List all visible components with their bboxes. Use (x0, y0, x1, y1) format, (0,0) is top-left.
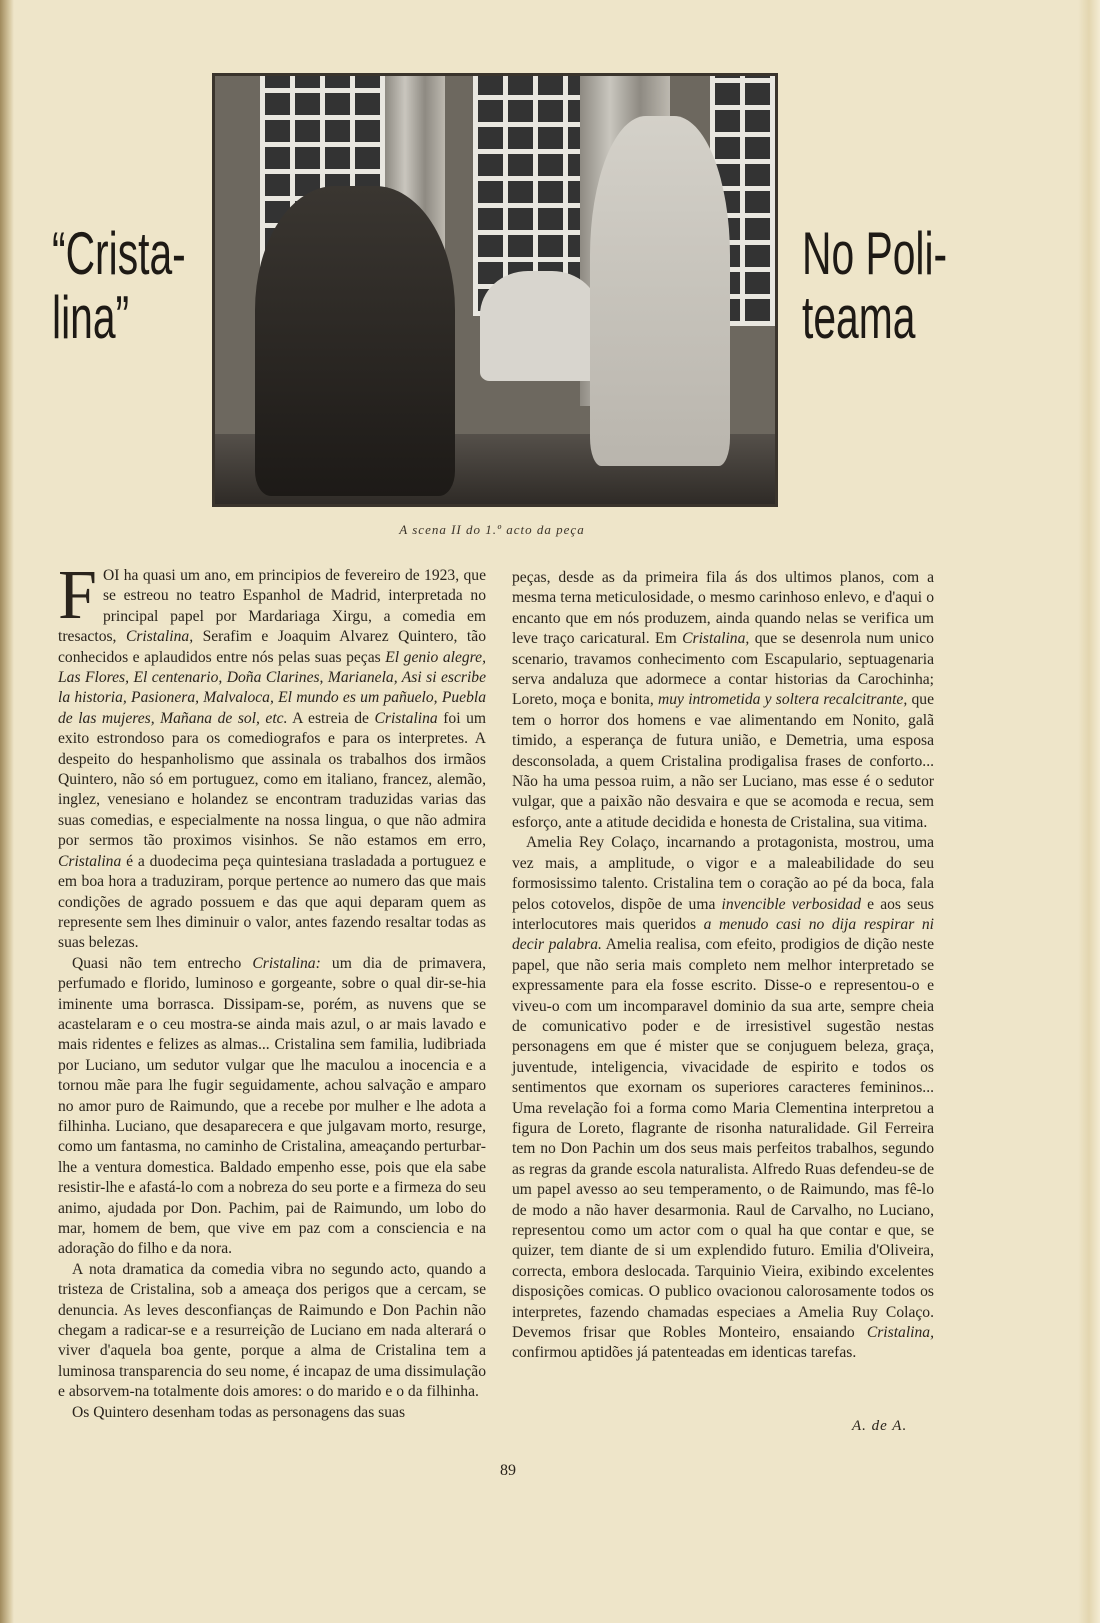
title-right-line-2: teama (802, 284, 916, 351)
italic-title-text: muy intrometida y soltera recalcitrante, (658, 691, 908, 709)
paragraph-text: um dia de primavera, perfumado e florido, luminoso e gorgeante, sobre o qual dir-se-hia iminente uma borrasca. Dissipam-se, porém, as nuvens que se acastelaram e o ceu mostra-se ainda mais azul, o ar mais lavado e mais ridentes e felizes as almas... Cristalina sem familia, ludibriada por Luciano, um sedutor vulgar que lhe maculou a inocencia e a tornou mãe para lhe fugir seguidamente, achou salvação e amparo no amor puro de Raimundo, que a recebe por mulher e lhe adota a filhinha. Luciano, que desaparecera e que julgavam morto, resurge, como um fantasma, no caminho de Cristalina, ameaçando perturbar-lhe a ventura domestica. Baldado empenho esse, pois que ela sabe resistir-lhe e afastá-lo com a nobreza do seu porte e a firmeza do seu animo, ajudada por Don. Pachim, pai de Raimundo, um lobo do mar, homem de bem, que vive em paz com a consciencia e na adoração do filho e da nora. (58, 954, 486, 1258)
paragraph-text: Serafim e Joaquim Alvarez Quintero, tão conhecidos e aplaudidos entre nós pelas suas peças (58, 628, 486, 666)
article-paragraph (512, 568, 934, 833)
italic-title-text: invencible verbosidad (721, 895, 862, 913)
text-column-left (58, 557, 486, 1423)
title-left-line-1: “Crista- (52, 220, 186, 287)
photo-seated-woman (255, 186, 455, 496)
scene-photograph (212, 73, 778, 507)
page-number: 89 (500, 1462, 516, 1479)
photo-child (480, 271, 600, 381)
article-title-left (52, 222, 186, 350)
author-signature: A. de A. (852, 1418, 908, 1434)
italic-title-text: Cristalina (58, 852, 122, 870)
article-paragraph (58, 1260, 486, 1403)
article-title-right (802, 222, 947, 350)
drop-cap: F (58, 557, 97, 634)
paragraph-text: foi um exito estrondoso para os comediografos e para os interpretes. A despeito do hespanholismo que assinala os trabalhos dos irmãos Quintero, não só em portuguez, como em italiano, francez, alemão, inglez, venesiano e holandez se encontram traduzidas varias das suas comedias, e especialmente na nossa lingua, o que não admira por sermos tão proximos visinhos. Se não estamos em erro, (58, 709, 486, 850)
photo-caption: A scena II do 1.º acto da peça (399, 522, 585, 537)
paragraph-text: A estreia de (287, 709, 375, 727)
paragraph-text: Amelia realisa, com efeito, prodigios de dição neste papel, que não seria mais completo nem melhor interpretado se expressamente para ela fosse escrito. Disse-o e representou-o e viveu-o com um incomparavel dominio da sua arte, sempre cheia de comunicativo poder e de irresistivel sugestão nestas personagens em que é mister que se conjuguem beleza, graça, juventude, inteligencia, vivacidade de espirito e todos os sentimentos que exornam os superiores caracteres femininos... Uma revelação foi a forma como Maria Clementina interpretou a figura de Loreto, flagrante de risonha naturalidade. Gil Ferreira tem no Don Pachin um dos seus mais perfeitos trabalhos, segundo as regras da grande escola naturalista. Alfredo Ruas defendeu-se de um papel avesso ao seu temperamento, o de Raimundo, mas fê-lo de modo a não haver desarmonia. Raul de Carvalho, no Luciano, representou como um actor com o qual ha que contar e que, se quizer, tem diante de si um explendido futuro. Emilia d'Oliveira, correcta, embora deslocada. Tarquinio Vieira, exibindo excelentes disposições comicas. O publico ovacionou calorosamente todos os interpretes, fazendo chamadas especiaes a Amelia Ruy Colaço. Devemos frisar que Robles Monteiro, ensaiando (512, 936, 934, 1342)
title-right-line-1: No Poli- (802, 220, 948, 287)
italic-title-text: El genio alegre, Las Flores, El centenario, Doña Clarines, Marianela, Asi si escribe la historia, Pasionera, Malvaloca, El mundo es um pañuelo, Puebla de las mujeres, Mañana de sol, etc. (58, 648, 486, 727)
title-left-line-2: lina” (52, 284, 130, 351)
paragraph-text: é a duodecima peça quintesiana trasladada a portuguez e em boa hora a traduziram, porque pertence ao numero das que mais condições de agrado possuem e das que aqui deparam quem as represente sem lhes diminuir o valor, antes fazendo resaltar todas as suas belezas. (58, 852, 486, 952)
article-paragraph (58, 1403, 486, 1423)
italic-title-text: a menudo casi no dija respirar ni decir palabra. (512, 915, 934, 954)
italic-title-text: Cristalina, (866, 1324, 934, 1342)
paragraph-text: e aos seus interlocutores mais queridos (512, 895, 934, 933)
paragraph-text: Os Quintero desenham todas as personagens das suas (72, 1403, 406, 1421)
article-paragraph (58, 557, 486, 954)
text-column-right (512, 568, 934, 1364)
article-paragraph (512, 833, 934, 1364)
page-edge (1078, 0, 1100, 1623)
paragraph-text: OI ha quasi um ano, em principios de fevereiro de 1923, que se estreou no teatro Espanhol de Madrid, interpretada no principal papel por Mardariaga Xirgu, a comedia em tresactos, (58, 567, 486, 646)
paragraph-text: que tem o horror dos homens e vae alimentando em Nonito, galã timido, a esperança de futura união, e Demetria, uma esposa desconsolada, a quem Cristalina prodigalisa frases de conforto... Não ha uma pessoa ruim, a não ser Luciano, mas esse é o sedutor vulgar, que a paixão não desvaira e que se acomoda e recua, sem esforço, ante a atitude decidida e honesta de Cristalina, sua vitima. (512, 691, 934, 831)
italic-title-text: Cristalina: (252, 954, 321, 972)
photo-standing-woman (590, 116, 730, 466)
italic-title-text: Cristalina (374, 709, 438, 727)
paragraph-text: Quasi não tem entrecho (72, 954, 253, 972)
paragraph-text: peças, desde as da primeira fila ás dos ultimos planos, com a mesma terna meticulosidade, o mesmo carinhoso enlevo, e d'aqui o encanto que em nós produzem, ainda quando nelas se verifica um leve traço caricatural. Em (512, 569, 934, 648)
paragraph-text: A nota dramatica da comedia vibra no segundo acto, quando a tristeza de Cristalina, sob a ameaça dos perigos que a cercam, se denuncia. As leves desconfianças de Raimundo e Don Pachin não chegam a radicar-se e a resurreição de Luciano em nada alterará o viver d'aquela boa gente, porque a alma de Cristalina tem a luminosa transparencia do seu nome, é incapaz de uma dissimulação e absorvem-na totalmente dois amores: o do marido e o da filhinha. (58, 1260, 486, 1401)
article-paragraph (58, 954, 486, 1260)
paragraph-text: Amelia Rey Colaço, incarnando a protagonista, mostrou, uma vez mais, a amplitude, o vigor e a maleabilidade do seu formosissimo talento. Cristalina tem o coração ao pé da boca, fala pelos cotovelos, dispõe de uma (512, 834, 934, 913)
italic-title-text: Cristalina, (682, 630, 750, 648)
binding-gutter (0, 0, 14, 1623)
italic-title-text: Cristalina, (125, 628, 194, 646)
paragraph-text: que se desenrola num unico scenario, travamos conhecimento com Escapulario, septuagenaria serva andaluza que adormece a contar historias da Carochinha; Loreto, moça e bonita, (512, 630, 934, 709)
paragraph-text: confirmou aptidões já patenteadas em identicas tarefas. (512, 1344, 857, 1362)
